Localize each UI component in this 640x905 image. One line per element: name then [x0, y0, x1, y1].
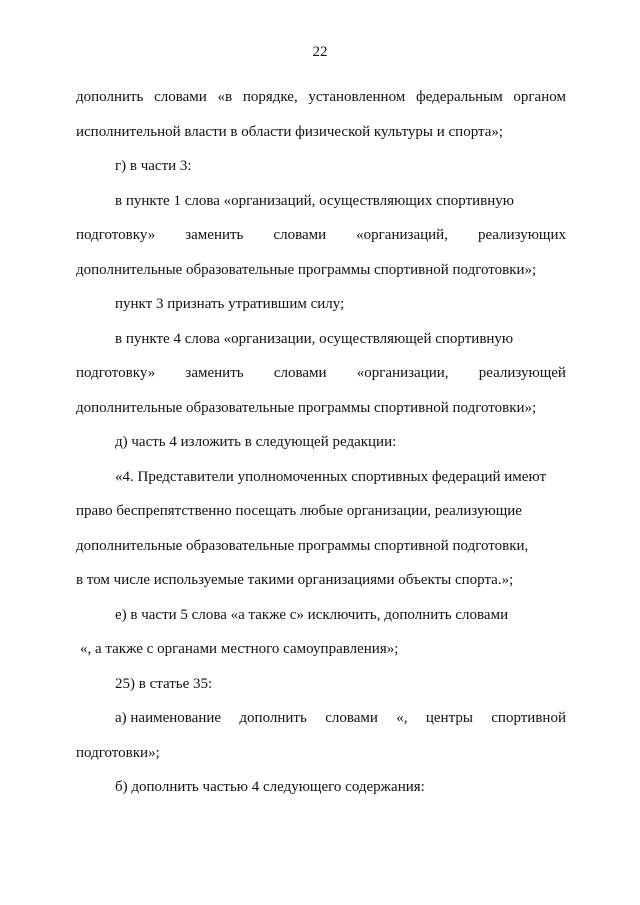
text-line: пункт 3 признать утратившим силу;	[115, 296, 345, 312]
text-line: е) в части 5 слова «а также с» исключить, дополнить словами	[115, 606, 509, 623]
word: подготовку»	[76, 227, 156, 243]
text-line: дополнительные образовательные программы спортивной подготовки,	[76, 537, 529, 554]
text-line: б) дополнить частью 4 следующего содержания:	[115, 779, 425, 795]
word: «в	[217, 89, 233, 105]
text-line: в пункте 1 слова «организаций, осуществляющих спортивную	[115, 192, 514, 209]
word: органом	[513, 89, 566, 105]
text-line: в пункте 4 слова «организации, осуществляющей спортивную	[115, 330, 514, 347]
word: дополнить	[76, 89, 144, 105]
text-line: 25) в статье 35:	[115, 675, 213, 692]
word: «организаций,	[356, 227, 448, 243]
word: центры	[425, 710, 473, 726]
word: реализующей	[478, 365, 566, 381]
word: порядке,	[242, 89, 298, 105]
document-body	[76, 80, 566, 805]
word: «,	[396, 710, 408, 726]
text-line: исполнительной власти в области физической культуры и спорта»;	[76, 123, 504, 140]
text-line-justified	[76, 218, 566, 253]
text-line: «4. Представители уполномоченных спортивных федераций имеют	[115, 468, 547, 485]
word: дополнить	[239, 710, 307, 726]
word: словами	[273, 227, 327, 243]
text-line: право беспрепятственно посещать любые организации, реализующие	[76, 503, 522, 519]
word: словами	[325, 710, 378, 726]
text-line-justified	[76, 356, 566, 391]
word: словами	[273, 365, 327, 381]
text-line: подготовки»;	[76, 744, 160, 761]
word: «организации,	[356, 365, 449, 381]
text-line: «, а также с органами местного самоуправления»;	[80, 641, 399, 657]
text-line: в том числе используемые такими организациями объекты спорта.»;	[76, 572, 514, 588]
text-line: дополнительные образовательные программы спортивной подготовки»;	[76, 399, 537, 416]
text-line	[76, 80, 566, 115]
word: словами	[154, 89, 207, 105]
page-number: 22	[312, 44, 328, 60]
word: подготовку»	[76, 365, 156, 381]
text-line-justified	[76, 701, 566, 736]
word: реализующих	[477, 227, 566, 243]
text-line: д) часть 4 изложить в следующей редакции:	[115, 434, 397, 450]
text-line: г) в части 3:	[115, 158, 192, 174]
word: федеральным	[416, 89, 503, 105]
word: а) наименование	[115, 710, 222, 726]
word: заменить	[185, 365, 244, 381]
word: установленном	[308, 89, 406, 105]
word: заменить	[185, 227, 244, 243]
text-line: дополнительные образовательные программы спортивной подготовки»;	[76, 261, 537, 278]
word: спортивной	[491, 710, 566, 726]
